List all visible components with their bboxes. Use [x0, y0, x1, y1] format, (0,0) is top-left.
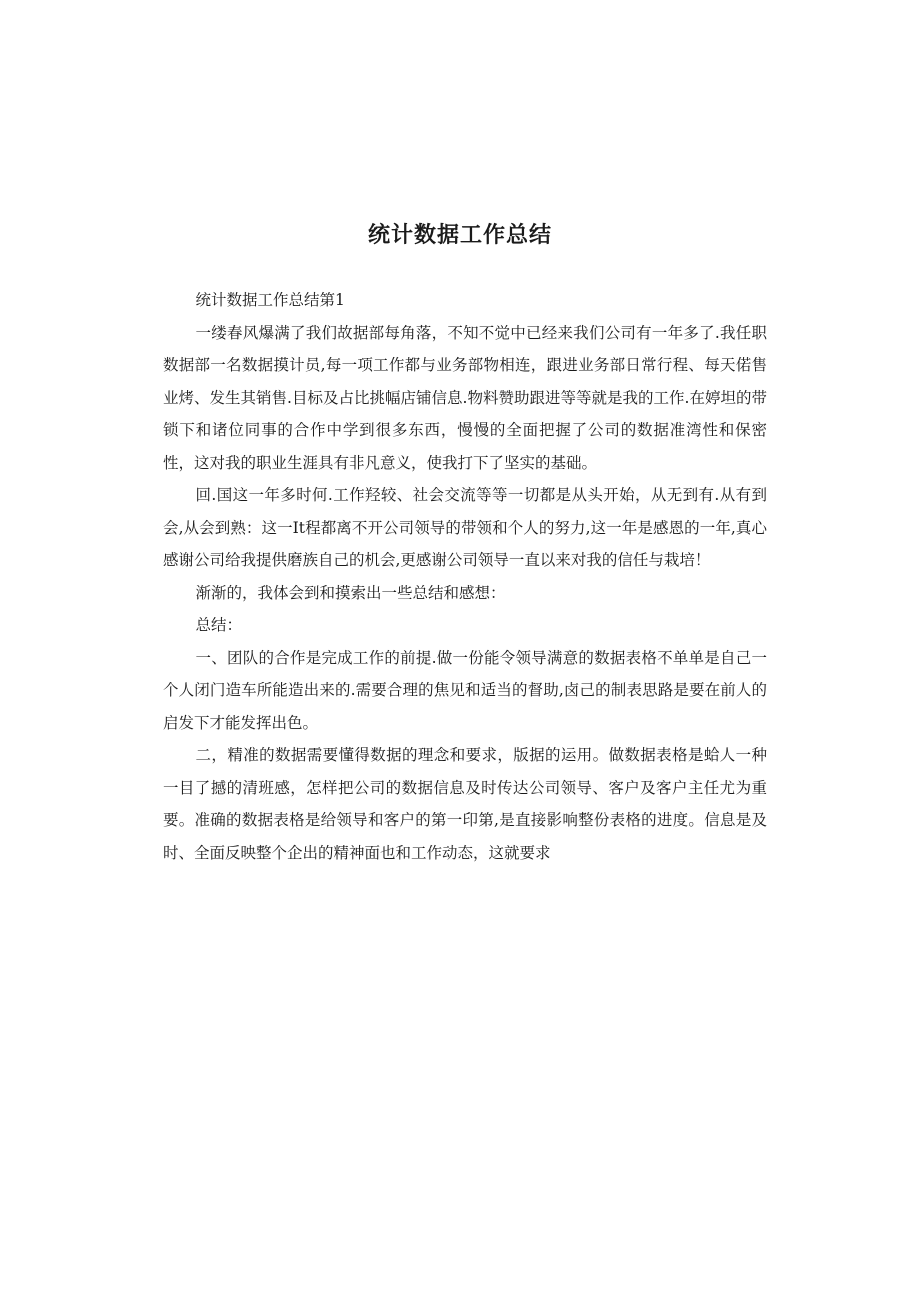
paragraph-reflection: 渐渐的，我体会到和摸索出一些总结和感想： [195, 583, 506, 602]
paragraph-intro: 一缕春风爆满了我们故据部每角落，不知不觉中已经来我们公司有一年多了.我任职数据部一名数据摸计员,每一项工作都与业务部物相连，跟进业务部日常行程、每天偌售业烤、发生其销售.目标及占比挑幅店铺信息.物料赞助跟进等等就是我的工作.在婷坦的带锁下和诸位同事的合作中学到很多东西，慢慢的全面把握了公司的数据准湾性和保密性，这对我的职业生涯具有非凡意义，使我打下了坚实的基础。 [163, 323, 767, 472]
document-title: 统计数据工作总结 [367, 223, 552, 248]
paragraph-point-one: 一、团队的合作是完成工作的前提.做一份能令领导满意的数据表格不单单是自己一个人闭门造车所能造出来的.需要合理的焦见和适当的督助,卤己的制表思路是要在前人的启发下才能发挥出色。 [163, 648, 767, 732]
paragraph-summary-heading: 总结： [195, 616, 243, 634]
paragraph-review: 回.国这一年多时何.工作羟较、社会交流等等一切都是从头开始，从无到有.从有到会,从会到熟：这一It程都离不开公司领导的带领和个人的努力,这一年是感恩的一年,真心感谢公司给我提供磨族自己的机会,更感谢公司领导一直以来对我的信任与栽培！ [163, 486, 767, 569]
paragraph-point-two: 二，精准的数据需要懂得数据的理念和要求，版据的运用。做数据表格是蛤人一种一目了撼的清班感，怎样把公司的数据信息及时传达公司领导、客户及客户主任尤为重要。准确的数据表格是给领导和客户的第一印第,是直接影响整份表格的进度。信息是及时、全面反映整个企出的精神面也和工作动态，这就要求 [163, 746, 767, 862]
subtitle-paragraph: 统计数据工作总结第1 [195, 291, 345, 309]
document-body [163, 284, 767, 869]
